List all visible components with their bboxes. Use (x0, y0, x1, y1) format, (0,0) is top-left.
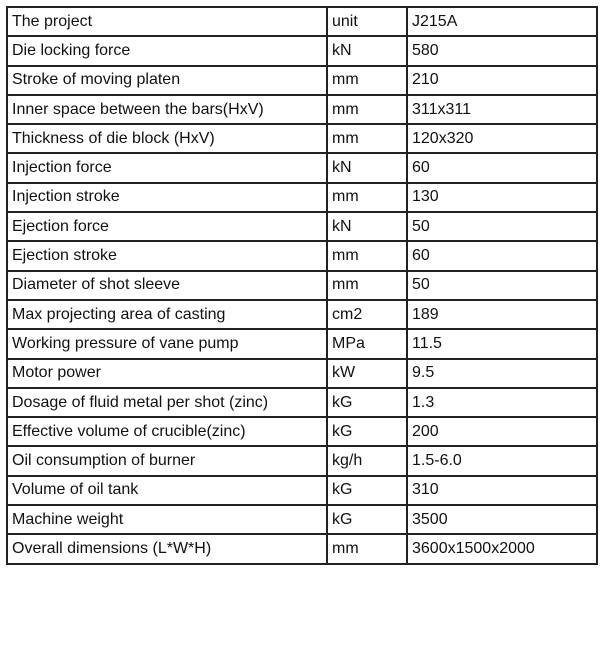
table-row (7, 212, 597, 241)
table-row (7, 446, 597, 475)
item-cell: Injection stroke (7, 183, 327, 212)
value-cell: 200 (407, 417, 597, 446)
unit-cell: cm2 (327, 300, 407, 329)
unit-cell: mm (327, 66, 407, 95)
table-row (7, 388, 597, 417)
value-cell: 9.5 (407, 359, 597, 388)
value-cell: 120x320 (407, 124, 597, 153)
value-cell: 210 (407, 66, 597, 95)
table-row (7, 476, 597, 505)
table-row (7, 329, 597, 358)
item-cell: Working pressure of vane pump (7, 329, 327, 358)
value-cell: 11.5 (407, 329, 597, 358)
spec-table (6, 6, 598, 565)
spec-table-body (7, 7, 597, 564)
item-cell: Thickness of die block (HxV) (7, 124, 327, 153)
table-row (7, 124, 597, 153)
table-row (7, 36, 597, 65)
item-cell: Oil consumption of burner (7, 446, 327, 475)
table-row (7, 271, 597, 300)
item-cell: Volume of oil tank (7, 476, 327, 505)
value-cell: 189 (407, 300, 597, 329)
item-cell: Inner space between the bars(HxV) (7, 95, 327, 124)
item-cell: Injection force (7, 153, 327, 182)
value-cell: 310 (407, 476, 597, 505)
item-cell: Dosage of fluid metal per shot (zinc) (7, 388, 327, 417)
table-row (7, 359, 597, 388)
table-row (7, 300, 597, 329)
item-cell: Max projecting area of casting (7, 300, 327, 329)
value-cell: 1.3 (407, 388, 597, 417)
value-cell: 1.5-6.0 (407, 446, 597, 475)
item-cell: Effective volume of crucible(zinc) (7, 417, 327, 446)
value-cell: 311x311 (407, 95, 597, 124)
unit-cell: kG (327, 505, 407, 534)
unit-cell: MPa (327, 329, 407, 358)
item-cell: Ejection stroke (7, 241, 327, 270)
unit-cell: kG (327, 476, 407, 505)
unit-cell: mm (327, 271, 407, 300)
table-row (7, 534, 597, 563)
header-item-cell: The project (7, 7, 327, 36)
header-unit-cell: unit (327, 7, 407, 36)
table-row (7, 417, 597, 446)
value-cell: 3600x1500x2000 (407, 534, 597, 563)
item-cell: Diameter of shot sleeve (7, 271, 327, 300)
unit-cell: mm (327, 124, 407, 153)
item-cell: Machine weight (7, 505, 327, 534)
item-cell: Ejection force (7, 212, 327, 241)
value-cell: 50 (407, 271, 597, 300)
value-cell: 3500 (407, 505, 597, 534)
unit-cell: mm (327, 95, 407, 124)
table-row (7, 241, 597, 270)
unit-cell: mm (327, 183, 407, 212)
unit-cell: kN (327, 153, 407, 182)
table-row (7, 505, 597, 534)
unit-cell: kG (327, 388, 407, 417)
table-row (7, 95, 597, 124)
value-cell: 50 (407, 212, 597, 241)
value-cell: 60 (407, 153, 597, 182)
table-header-row (7, 7, 597, 36)
item-cell: Stroke of moving platen (7, 66, 327, 95)
header-value-cell: J215A (407, 7, 597, 36)
item-cell: Motor power (7, 359, 327, 388)
unit-cell: kN (327, 212, 407, 241)
table-row (7, 183, 597, 212)
unit-cell: mm (327, 534, 407, 563)
unit-cell: mm (327, 241, 407, 270)
unit-cell: kG (327, 417, 407, 446)
value-cell: 130 (407, 183, 597, 212)
unit-cell: kN (327, 36, 407, 65)
value-cell: 580 (407, 36, 597, 65)
item-cell: Overall dimensions (L*W*H) (7, 534, 327, 563)
item-cell: Die locking force (7, 36, 327, 65)
table-row (7, 153, 597, 182)
value-cell: 60 (407, 241, 597, 270)
table-row (7, 66, 597, 95)
unit-cell: kW (327, 359, 407, 388)
unit-cell: kg/h (327, 446, 407, 475)
